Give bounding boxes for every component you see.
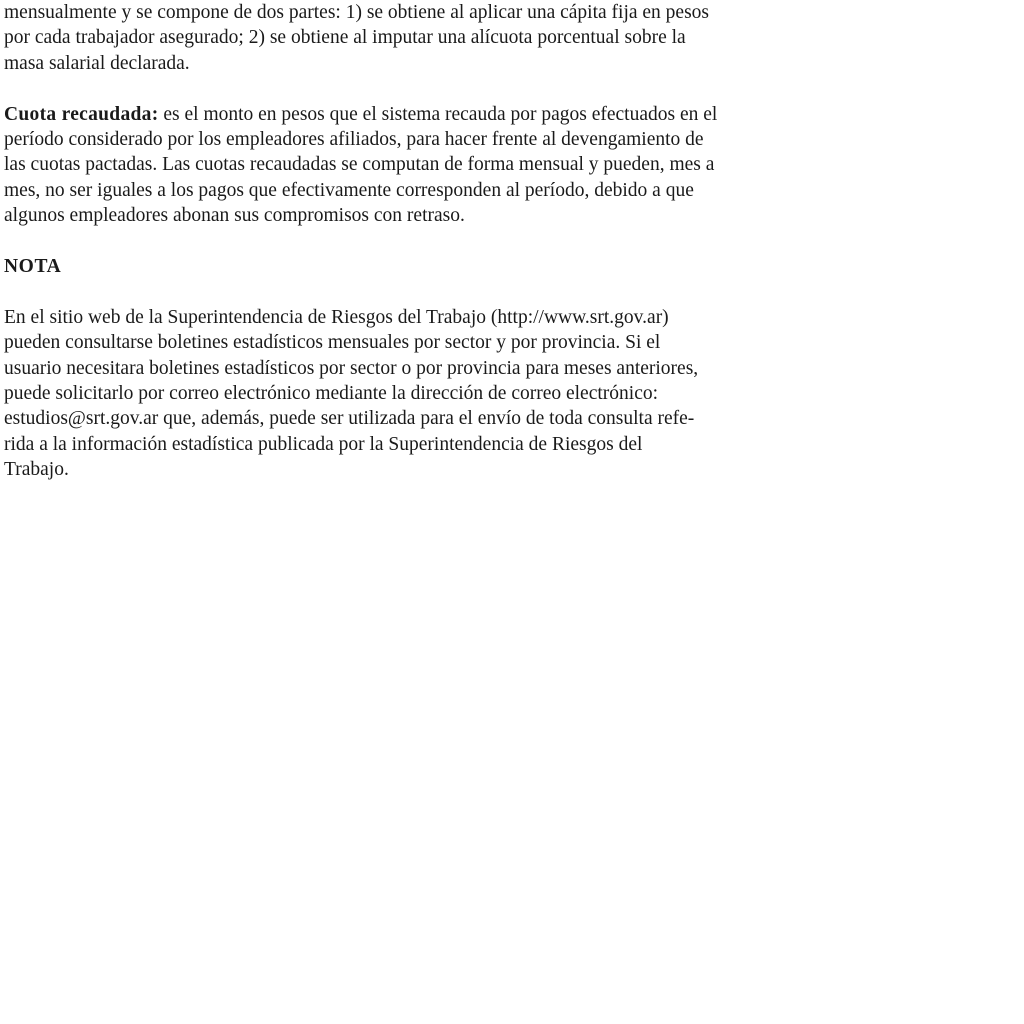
text-line-with-term [4,102,954,127]
text-line: masa salarial declarada. [4,52,190,74]
text-line: mes, no ser iguales a los pagos que efectivamente corresponden al período, debido a que [4,179,694,201]
text-line: período considerado por los empleadores afiliados, para hacer frente al devengamiento de [4,129,704,151]
text-line: puede solicitarlo por correo electrónico mediante la dirección de correo electrónico: [4,383,659,405]
paragraph-spacer [4,279,954,304]
text-line: mensualmente y se compone de dos partes: 1) se obtiene al aplicar una cápita fija en pesos [4,2,709,23]
text-line: Trabajo. [4,459,69,481]
term-definition-start: es el monto en pesos que el sistema recauda por pagos efectuados en el [158,103,718,125]
paragraph-cuota-recaudada [4,102,954,229]
text-line: rida a la información estadística publicada por la Superintendencia de Riesgos del [4,433,643,455]
paragraph-spacer [4,76,954,101]
text-line: las cuotas pactadas. Las cuotas recaudadas se computan de forma mensual y pueden, mes a [4,154,715,176]
text-line: por cada trabajador asegurado; 2) se obtiene al imputar una alícuota porcentual sobre la [4,27,686,49]
text-line: estudios@srt.gov.ar que, además, puede ser utilizada para el envío de toda consulta refe- [4,408,695,430]
note-heading: NOTA [4,256,62,278]
document-page [4,0,954,483]
text-line: usuario necesitara boletines estadísticos por sector o por provincia para meses anteriores, [4,357,699,379]
text-line: pueden consultarse boletines estadísticos mensuales por sector y por provincia. Si el [4,332,661,354]
term-cuota-recaudada: Cuota recaudada: [4,103,159,125]
text-line: algunos empleadores abonan sus compromisos con retraso. [4,205,465,227]
paragraph-spacer [4,229,954,254]
paragraph-note-body [4,305,954,483]
text-line: En el sitio web de la Superintendencia de Riesgos del Trabajo (http://www.srt.gov.ar) [4,306,669,328]
paragraph-contribution-definition [4,0,954,76]
